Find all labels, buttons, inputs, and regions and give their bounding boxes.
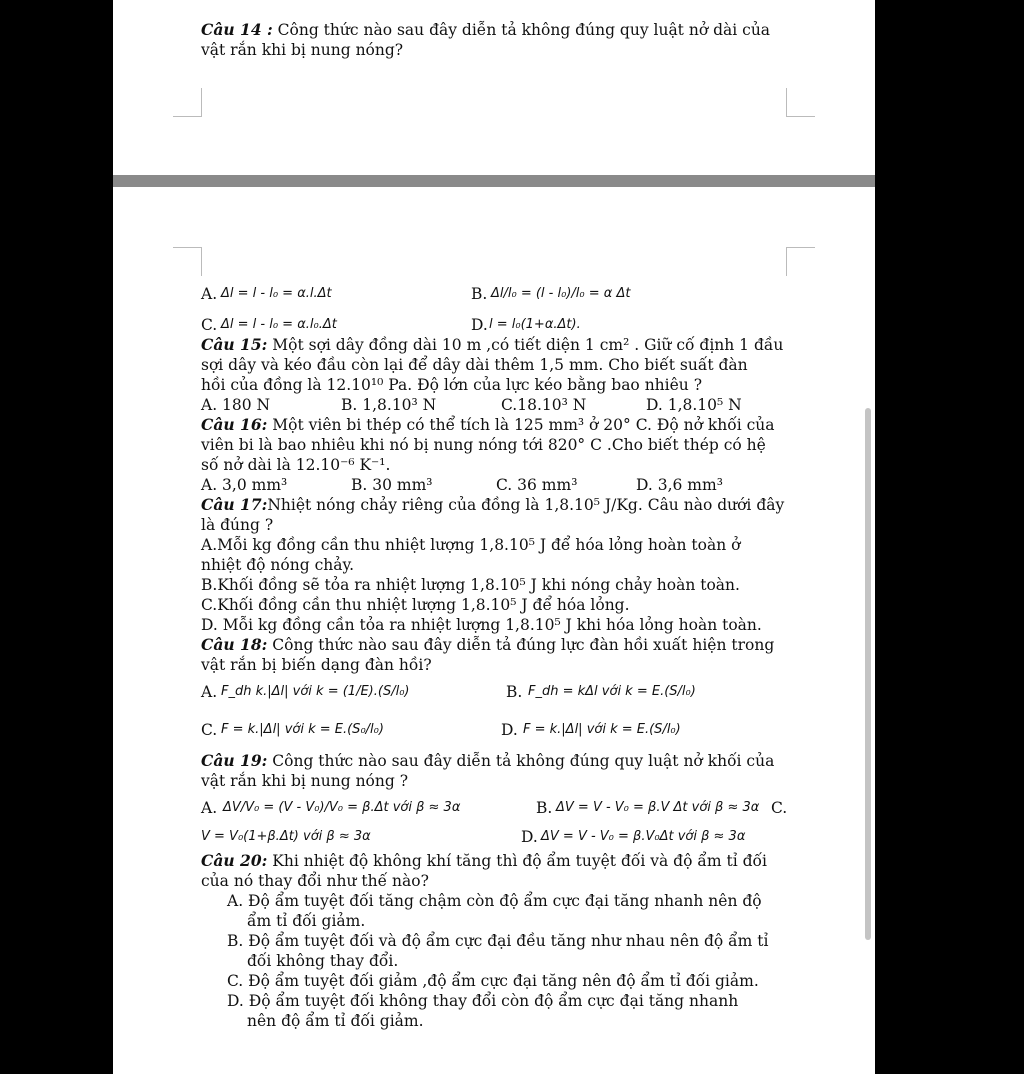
page-separator	[113, 175, 875, 187]
option-d-label: D.	[521, 828, 538, 846]
option-b-label: B.	[536, 799, 553, 817]
option-a: A. 3,0 mm³	[201, 476, 288, 494]
question-14-header	[201, 20, 805, 60]
page-corner-mark	[786, 247, 815, 276]
option-d: D. 3,6 mm³	[636, 476, 723, 494]
question-text: vật rắn khi bị nung nóng?	[201, 41, 404, 59]
option-d: D. Độ ẩm tuyệt đối không thay đổi còn độ ẩm cực đại tăng nhanh	[227, 992, 739, 1010]
option-c-formula: F = k.|Δl| với k = E.(S₀/l₀)	[221, 722, 384, 737]
option-c: C.Khối đồng cần thu nhiệt lượng 1,8.10⁵ J để hóa lỏng.	[201, 596, 630, 614]
question-text: Nhiệt nóng chảy riêng của đồng là 1,8.10⁵ J/Kg. Câu nào dưới đây	[267, 496, 785, 514]
option-a-formula: Δl = l - l₀ = α.l.Δt	[221, 286, 332, 301]
question-text: hồi của đồng là 12.10¹⁰ Pa. Độ lớn của lực kéo bằng bao nhiêu ?	[201, 376, 703, 394]
question-text: Một sợi dây đồng dài 10 m ,có tiết diện 1 cm² . Giữ cố định 1 đầu	[267, 336, 784, 354]
question-text: Khi nhiệt độ không khí tăng thì độ ẩm tuyệt đối và độ ẩm tỉ đối	[267, 852, 767, 870]
question-19-options-ab	[201, 791, 805, 825]
option-b-label: B.	[471, 285, 488, 303]
question-text: Công thức nào sau đây diễn tả không đúng quy luật nở dài của	[272, 21, 771, 39]
option-a: A.Mỗi kg đồng cần thu nhiệt lượng 1,8.10⁵ J để hóa lỏng hoàn toàn ở	[201, 536, 741, 554]
question-text: Công thức nào sau đây diễn tả không đúng quy luật nở khối của	[267, 752, 775, 770]
question-14-options-cd	[201, 315, 805, 335]
option-b: B. Độ ẩm tuyệt đối và độ ẩm cực đại đều tăng như nhau nên độ ẩm tỉ	[227, 932, 769, 950]
option-d-formula: l = l₀(1+α.Δt).	[489, 317, 581, 332]
option-c: C. Độ ẩm tuyệt đối giảm ,độ ẩm cực đại tăng nên độ ẩm tỉ đối giảm.	[227, 972, 759, 990]
option-a-label: A.	[201, 285, 218, 303]
question-text: Một viên bi thép có thể tích là 125 mm³ ở 20° C. Độ nở khối của	[267, 416, 775, 434]
option-a-continued: ẩm tỉ đối giảm.	[247, 912, 366, 930]
question-14-options-ab	[201, 277, 805, 311]
option-c-label: C.	[201, 721, 218, 739]
option-b: B.Khối đồng sẽ tỏa ra nhiệt lượng 1,8.10⁵ J khi nóng chảy hoàn toàn.	[201, 576, 740, 594]
option-a-continued: nhiệt độ nóng chảy.	[201, 556, 355, 574]
option-d-continued: nên độ ẩm tỉ đối giảm.	[247, 1012, 424, 1030]
document-page-2	[113, 187, 875, 1074]
page-corner-mark	[173, 247, 202, 276]
option-c: C.18.10³ N	[501, 396, 587, 414]
option-c: C. 36 mm³	[496, 476, 578, 494]
option-d-formula: F = k.|Δl| với k = E.(S/l₀)	[523, 722, 681, 737]
option-b: B. 1,8.10³ N	[341, 396, 437, 414]
question-text: số nở dài là 12.10⁻⁶ K⁻¹.	[201, 456, 391, 474]
question-text: Công thức nào sau đây diễn tả đúng lực đàn hồi xuất hiện trong	[267, 636, 775, 654]
option-d-formula: ΔV = V - V₀ = β.V₀Δt với β ≈ 3α	[541, 829, 746, 844]
option-c-formula: V = V₀(1+β.Δt) với β ≈ 3α	[201, 829, 371, 844]
page-corner-mark	[786, 88, 815, 117]
option-a-label: A.	[201, 799, 218, 817]
option-d-label: D.	[471, 316, 488, 334]
question-label: Câu 15:	[201, 335, 268, 354]
option-a-label: A.	[201, 683, 218, 701]
question-19-options-cd	[201, 827, 805, 847]
option-b-formula: F_dh = kΔl với k = E.(S/l₀)	[528, 684, 696, 699]
question-text: viên bi là bao nhiêu khi nó bị nung nóng tới 820° C .Cho biết thép có hệ	[201, 436, 766, 454]
exam-content	[201, 277, 805, 1031]
question-text: của nó thay đổi như thế nào?	[201, 872, 429, 890]
question-label: Câu 20:	[201, 851, 268, 870]
question-18-options-ab	[201, 675, 805, 709]
option-b-formula: Δl/l₀ = (l - l₀)/l₀ = α Δt	[491, 286, 631, 301]
question-15-options	[201, 395, 805, 415]
option-b: B. 30 mm³	[351, 476, 433, 494]
document-page-1	[113, 0, 875, 175]
option-b-label: B.	[506, 683, 523, 701]
option-a: A. 180 N	[201, 396, 271, 414]
question-label: Câu 17:	[201, 495, 268, 514]
option-d-label: D.	[501, 721, 518, 739]
option-d: D. Mỗi kg đồng cần tỏa ra nhiệt lượng 1,8.10⁵ J khi hóa lỏng hoàn toàn.	[201, 616, 762, 634]
question-label: Câu 16:	[201, 415, 268, 434]
question-label: Câu 14 :	[201, 20, 273, 39]
option-a: A. Độ ẩm tuyệt đối tăng chậm còn độ ẩm cực đại tăng nhanh nên độ	[227, 892, 762, 910]
question-text: sợi dây và kéo đầu còn lại để dây dài thêm 1,5 mm. Cho biết suất đàn	[201, 356, 748, 374]
option-a-formula: ΔV/V₀ = (V - V₀)/V₀ = β.Δt với β ≈ 3α	[223, 800, 461, 815]
question-label: Câu 19:	[201, 751, 268, 770]
page-corner-mark	[173, 88, 202, 117]
question-label: Câu 18:	[201, 635, 268, 654]
question-16-options	[201, 475, 805, 495]
option-c-label: C.	[771, 799, 788, 817]
option-c-formula: Δl = l - l₀ = α.l₀.Δt	[221, 317, 337, 332]
option-b-formula: ΔV = V - V₀ = β.V Δt với β ≈ 3α	[556, 800, 760, 815]
option-b-continued: đối không thay đổi.	[247, 952, 399, 970]
question-18-options-cd	[201, 713, 805, 747]
question-text: vật rắn bị biến dạng đàn hồi?	[201, 656, 432, 674]
option-d: D. 1,8.10⁵ N	[646, 396, 742, 414]
vertical-scrollbar[interactable]	[865, 408, 871, 940]
option-c-label: C.	[201, 316, 218, 334]
question-text: là đúng ?	[201, 516, 274, 534]
option-a-formula: F_dh k.|Δl| với k = (1/E).(S/l₀)	[221, 684, 410, 699]
question-text: vật rắn khi bị nung nóng ?	[201, 772, 409, 790]
